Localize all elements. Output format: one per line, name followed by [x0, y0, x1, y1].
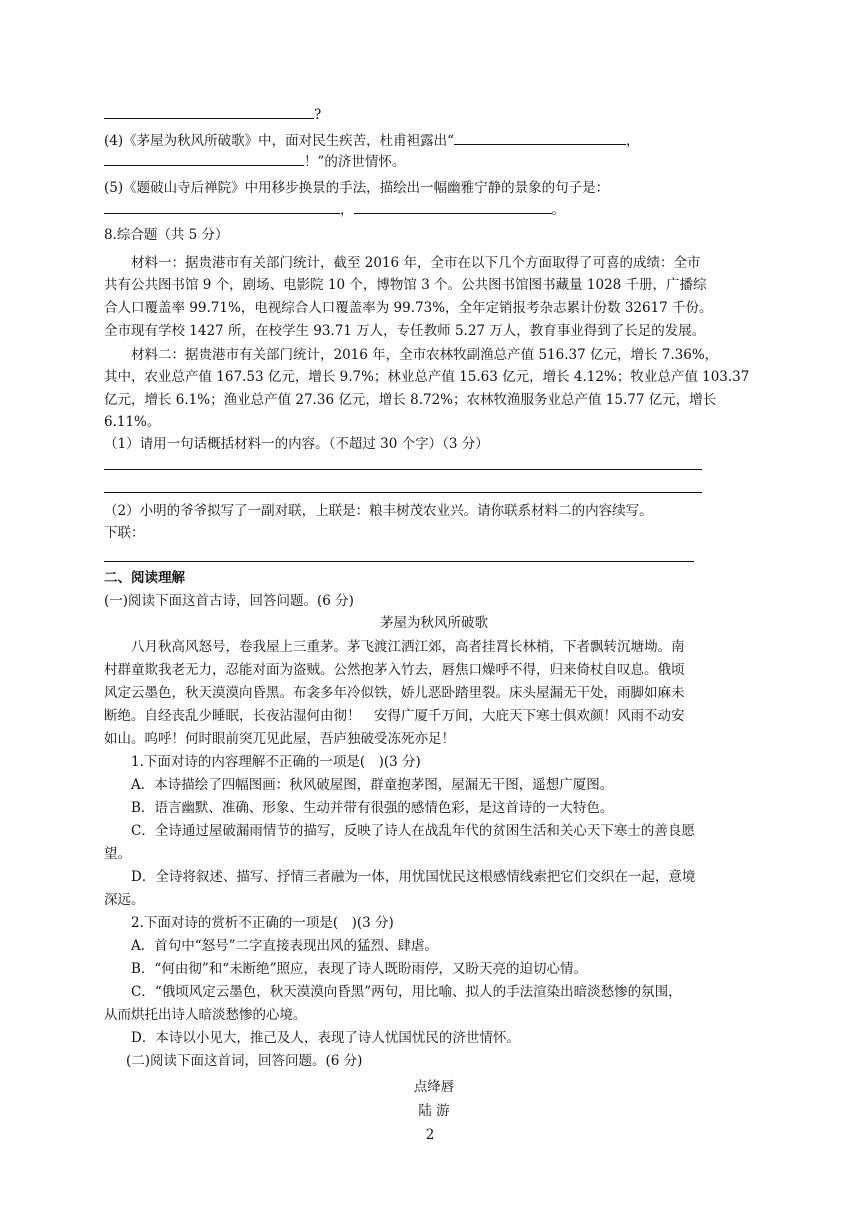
- mc1-option-c: C．全诗通过屋破漏雨情节的描写，反映了诗人在战乱年代的贫困生活和关心天下寒士的善良愿: [131, 823, 695, 839]
- ci-title: 点绛唇: [413, 1079, 455, 1095]
- part2-intro: (二)阅读下面这首词，回答问题。(6 分): [126, 1053, 363, 1069]
- material2-line: 6.11%。: [104, 414, 161, 430]
- q7-item-5-line2: ， 。: [104, 199, 764, 221]
- mc2-option-d: D．本诗以小见大，推己及人，表现了诗人忧国忧民的济世情怀。: [131, 1030, 520, 1046]
- answer-blank[interactable]: [454, 130, 626, 145]
- mc1-option-c-cont: 望。: [104, 846, 131, 862]
- q7-item-5: (5)《题破山寺后禅院》中用移步换景的手法，描绘出一幅幽雅宁静的景象的句子是：: [104, 180, 610, 196]
- answer-blank[interactable]: [354, 199, 552, 214]
- mc2-question: 2.下面对诗的赏析不正确的一项是( )(3 分): [131, 915, 394, 931]
- section-title: 二、阅读理解: [104, 570, 185, 586]
- part1-intro: (一)阅读下面这首古诗，回答问题。(6 分): [104, 593, 354, 609]
- material1-line: 材料一：据贵港市有关部门统计，截至 2016 年，全市在以下几个方面取得了可喜的成绩：全市: [131, 255, 701, 271]
- q7-item-4-line2: ！”的济世情怀。: [104, 151, 764, 173]
- material2-line: 亿元，增长 6.1%；渔业总产值 27.36 亿元，增长 8.72%；农林牧渔服务业总产值 15.77 亿元，增长: [104, 392, 717, 408]
- q8-question-1: （1）请用一句话概括材料一的内容。（不超过 30 个字）（3 分）: [104, 436, 489, 452]
- answer-line[interactable]: [104, 469, 702, 470]
- mc2-option-c: C．“俄顷风定云墨色，秋天漠漠向昏黑”两句，用比喻、拟人的手法渲染出暗淡愁惨的氛围，: [131, 984, 682, 1000]
- q7-blank-line-1: ?: [104, 104, 764, 126]
- answer-line[interactable]: [104, 561, 694, 562]
- answer-blank[interactable]: [104, 199, 340, 214]
- material1-line: 全市现有学校 1427 所，在校学生 93.71 万人，专任教师 5.27 万人，教育事业得到了长足的发展。: [104, 323, 706, 339]
- poem-line: 村群童欺我老无力，忍能对面为盗贼。公然抱茅入竹去，唇焦口燥呼不得，归来倚杖自叹息。俄顷: [104, 662, 685, 678]
- mc1-option-b: B．语言幽默、准确、形象、生动并带有很强的感情色彩，是这首诗的一大特色。: [131, 800, 614, 816]
- mc2-option-a: A．首句中“怒号”二字直接表现出风的猛烈、肆虐。: [131, 938, 439, 954]
- mc1-option-a: A．本诗描绘了四幅图画：秋风破屋图，群童抱茅图，屋漏无干图，遥想广厦图。: [131, 777, 614, 793]
- mc1-option-d-cont: 深远。: [104, 892, 145, 908]
- poem-line: 风定云墨色，秋天漠漠向昏黑。布衾多年冷似铁，娇儿恶卧踏里裂。床头屋漏无干处，雨脚如麻未: [104, 685, 685, 701]
- mc1-question: 1.下面对诗的内容理解不正确的一项是( )(3 分): [131, 754, 421, 770]
- ci-author: 陆 游: [418, 1103, 450, 1119]
- material1-line: 合人口覆盖率 99.71%，电视综合人口覆盖率为 99.73%，全年定销报考杂志累计份数 32617 千份。: [104, 300, 713, 316]
- q7-item-4: (4)《茅屋为秋风所破歌》中，面对民生疾苦，杜甫袒露出“ ，: [104, 130, 764, 152]
- poem-line: 如山。呜呼！何时眼前突兀见此屋，吾庐独破受冻死亦足！: [104, 731, 455, 747]
- poem-line: 断绝。自经丧乱少睡眠，长夜沾湿何由彻！ 安得广厦千万间，大庇天下寒士俱欢颜！风雨不动安: [104, 708, 685, 724]
- material1-line: 共有公共图书馆 9 个，剧场、电影院 10 个，博物馆 3 个。公共图书馆图书藏量 1028 千册，广播综: [104, 277, 707, 293]
- answer-blank[interactable]: [104, 104, 314, 119]
- xialian-label: 下联：: [104, 525, 145, 541]
- page-number: 2: [425, 1127, 435, 1143]
- q8-question-2: （2）小明的爷爷拟写了一副对联，上联是：粮丰树茂农业兴。请你联系材料二的内容续写。: [104, 503, 653, 519]
- q8-title: 8.综合题（共 5 分）: [104, 227, 229, 243]
- mc1-option-d: D．全诗将叙述、描写、抒情三者融为一体，用忧国忧民这根感情线索把它们交织在一起，意境: [131, 869, 696, 885]
- material2-line: 其中，农业总产值 167.53 亿元，增长 9.7%；林业总产值 15.63 亿元，增长 4.12%；牧业总产值 103.37: [104, 369, 750, 385]
- mc2-option-c-cont: 从而烘托出诗人暗淡愁惨的心境。: [104, 1007, 307, 1023]
- material2-line: 材料二：据贵港市有关部门统计，2016 年，全市农林牧副渔总产值 516.37 亿元，增长 7.36%，: [131, 347, 719, 363]
- poem-title: 茅屋为秋风所破歌: [380, 615, 488, 631]
- answer-line[interactable]: [104, 492, 702, 493]
- poem-line: 八月秋高风怒号，卷我屋上三重茅。茅飞渡江洒江郊，高者挂罥长林梢，下者飘转沉塘坳。南: [131, 639, 685, 655]
- mc2-option-b: B．“何由彻”和“未断绝”照应，表现了诗人既盼雨停，又盼天亮的迫切心情。: [131, 961, 588, 977]
- answer-blank[interactable]: [104, 151, 304, 166]
